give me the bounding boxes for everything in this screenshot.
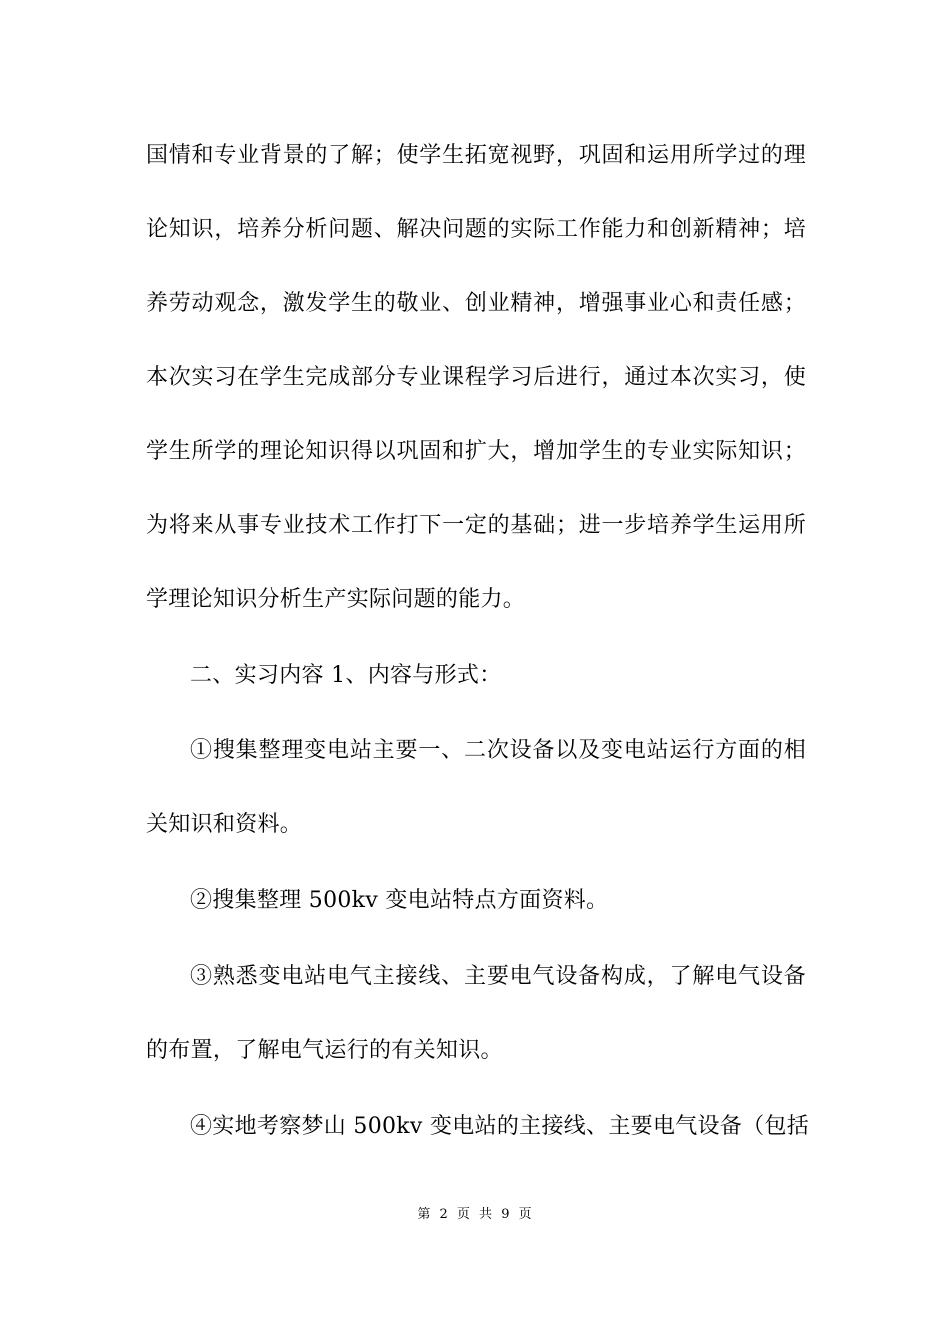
body-text-line: 学生所学的理论知识得以巩固和扩大，增加学生的专业实际知识； (146, 439, 806, 464)
body-text-line: 的布置，了解电气运行的有关知识。 (146, 1038, 503, 1063)
list-item-1: ①搜集整理变电站主要一、二次设备以及变电站运行方面的相 (190, 738, 806, 763)
body-text-line: 学理论知识分析生产实际问题的能力。 (146, 587, 526, 612)
section-heading: 二、实习内容 1、内容与形式： (190, 663, 502, 688)
list-item-4: ④实地考察梦山 500kv 变电站的主接线、主要电气设备（包括 (190, 1114, 810, 1139)
page-number-footer: 第 2 页 共 9 页 (417, 1207, 533, 1222)
list-item-3: ③熟悉变电站电气主接线、主要电气设备构成，了解电气设备 (190, 964, 806, 989)
body-text-line: 关知识和资料。 (146, 812, 303, 837)
body-text-line: 养劳动观念，激发学生的敬业、创业精神，增强事业心和责任感； (146, 291, 806, 316)
body-text-line: 论知识，培养分析问题、解决问题的实际工作能力和创新精神；培 (146, 217, 806, 242)
body-text-line: 国情和专业背景的了解；使学生拓宽视野，巩固和运用所学过的理 (146, 143, 806, 168)
body-text-line: 本次实习在学生完成部分专业课程学习后进行，通过本次实习，使 (146, 365, 806, 390)
list-item-2: ②搜集整理 500kv 变电站特点方面资料。 (190, 888, 609, 913)
body-text-line: 为将来从事专业技术工作打下一定的基础；进一步培养学生运用所 (146, 513, 806, 538)
